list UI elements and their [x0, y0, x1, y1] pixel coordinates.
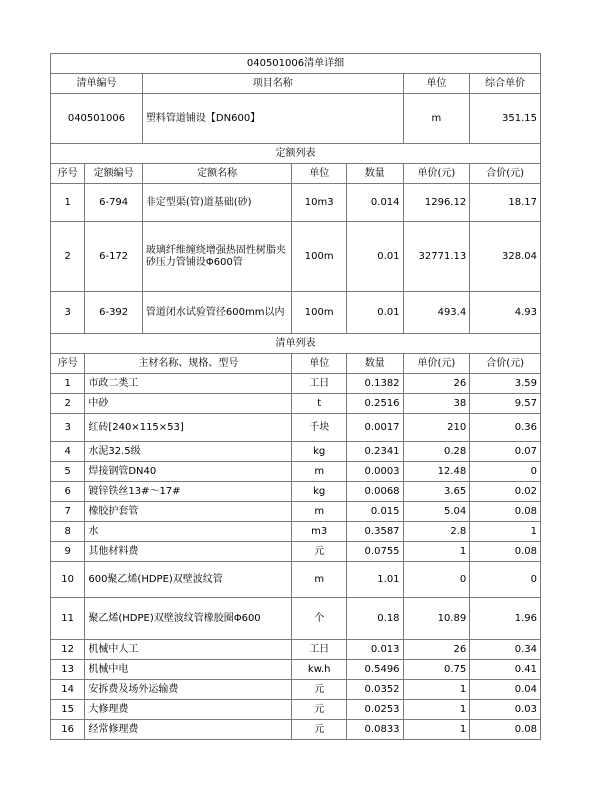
quota-total: 328.04	[470, 222, 541, 292]
quota-name: 非定型渠(管)道基础(砂)	[142, 184, 292, 222]
material-unit: kg	[292, 482, 347, 502]
material-name: 水泥32.5级	[85, 442, 292, 462]
quota-no: 2	[51, 222, 85, 292]
quota-price: 493.4	[403, 292, 470, 334]
material-no: 11	[51, 598, 85, 640]
quota-name: 管道闭水试验管径600mm以内	[142, 292, 292, 334]
material-price: 0.75	[403, 660, 470, 680]
quota-col-name: 定额名称	[142, 164, 292, 184]
item-row	[51, 94, 541, 144]
material-name: 大修理费	[85, 700, 292, 720]
material-total: 0.07	[470, 442, 541, 462]
material-price: 12.48	[403, 462, 470, 482]
material-name: 市政二类工	[85, 374, 292, 394]
material-total: 0.41	[470, 660, 541, 680]
quota-no: 3	[51, 292, 85, 334]
material-qty: 1.01	[346, 562, 403, 598]
material-name: 中砂	[85, 394, 292, 414]
quota-col-code: 定额编号	[85, 164, 143, 184]
quota-code: 6-172	[85, 222, 143, 292]
material-unit: m	[292, 462, 347, 482]
material-row	[51, 542, 541, 562]
material-no: 3	[51, 414, 85, 442]
material-price: 210	[403, 414, 470, 442]
material-qty: 0.2516	[346, 394, 403, 414]
material-name: 镀锌铁丝13#～17#	[85, 482, 292, 502]
header-name: 项目名称	[142, 74, 403, 94]
material-total: 0.08	[470, 720, 541, 740]
material-row	[51, 414, 541, 442]
material-qty: 0.18	[346, 598, 403, 640]
quota-total: 4.93	[470, 292, 541, 334]
material-total: 3.59	[470, 374, 541, 394]
quota-col-qty: 数量	[346, 164, 403, 184]
material-qty: 0.0068	[346, 482, 403, 502]
material-total: 0.02	[470, 482, 541, 502]
quota-section-title: 定额列表	[51, 144, 541, 164]
quota-qty: 0.014	[346, 184, 403, 222]
material-row	[51, 640, 541, 660]
material-row	[51, 562, 541, 598]
material-no: 15	[51, 700, 85, 720]
material-qty: 0.013	[346, 640, 403, 660]
material-name: 聚乙烯(HDPE)双壁波纹管橡胶圈Φ600	[85, 598, 292, 640]
quota-qty: 0.01	[346, 222, 403, 292]
material-total: 0.04	[470, 680, 541, 700]
material-row	[51, 680, 541, 700]
material-section-title-row	[51, 334, 541, 354]
material-row	[51, 660, 541, 680]
quota-code: 6-794	[85, 184, 143, 222]
material-unit: 工日	[292, 374, 347, 394]
quota-no: 1	[51, 184, 85, 222]
quota-total: 18.17	[470, 184, 541, 222]
material-unit: m3	[292, 522, 347, 542]
material-no: 13	[51, 660, 85, 680]
material-unit: 元	[292, 680, 347, 700]
material-qty: 0.0017	[346, 414, 403, 442]
material-col-no: 序号	[51, 354, 85, 374]
material-name: 红砖[240×115×53]	[85, 414, 292, 442]
quota-row	[51, 184, 541, 222]
material-total: 0	[470, 562, 541, 598]
material-no: 9	[51, 542, 85, 562]
material-qty: 0.0003	[346, 462, 403, 482]
quota-header-row	[51, 164, 541, 184]
material-name: 焊接钢管DN40	[85, 462, 292, 482]
quota-row	[51, 292, 541, 334]
material-qty: 0.2341	[346, 442, 403, 462]
material-unit: t	[292, 394, 347, 414]
material-total: 0.08	[470, 542, 541, 562]
quota-qty: 0.01	[346, 292, 403, 334]
material-qty: 0.0755	[346, 542, 403, 562]
material-name: 经常修理费	[85, 720, 292, 740]
material-qty: 0.015	[346, 502, 403, 522]
quota-unit: 10m3	[292, 184, 347, 222]
material-col-unit: 单位	[292, 354, 347, 374]
material-unit: 工日	[292, 640, 347, 660]
material-unit: 千块	[292, 414, 347, 442]
material-price: 0	[403, 562, 470, 598]
material-no: 1	[51, 374, 85, 394]
material-row	[51, 502, 541, 522]
quota-price: 32771.13	[403, 222, 470, 292]
header-code: 清单编号	[51, 74, 143, 94]
material-unit: kg	[292, 442, 347, 462]
material-name: 600聚乙烯(HDPE)双壁波纹管	[85, 562, 292, 598]
header-row	[51, 74, 541, 94]
material-total: 9.57	[470, 394, 541, 414]
material-price: 2.8	[403, 522, 470, 542]
material-no: 10	[51, 562, 85, 598]
material-no: 5	[51, 462, 85, 482]
material-total: 0.36	[470, 414, 541, 442]
item-unit: m	[403, 94, 470, 144]
material-row	[51, 374, 541, 394]
material-unit: 元	[292, 720, 347, 740]
material-unit: m	[292, 502, 347, 522]
material-qty: 0.0253	[346, 700, 403, 720]
quota-row	[51, 222, 541, 292]
material-no: 7	[51, 502, 85, 522]
material-total: 1	[470, 522, 541, 542]
bill-detail-table	[50, 53, 541, 740]
material-qty: 0.1382	[346, 374, 403, 394]
material-section-title: 清单列表	[51, 334, 541, 354]
material-name: 橡胶护套管	[85, 502, 292, 522]
material-name: 机械中电	[85, 660, 292, 680]
header-price: 综合单价	[470, 74, 541, 94]
quota-col-unit: 单位	[292, 164, 347, 184]
material-price: 38	[403, 394, 470, 414]
material-no: 4	[51, 442, 85, 462]
material-no: 2	[51, 394, 85, 414]
material-total: 0.08	[470, 502, 541, 522]
material-unit: m	[292, 562, 347, 598]
material-name: 其他材料费	[85, 542, 292, 562]
material-header-row	[51, 354, 541, 374]
material-name: 水	[85, 522, 292, 542]
material-qty: 0.0833	[346, 720, 403, 740]
title-row	[51, 54, 541, 74]
material-unit: 元	[292, 542, 347, 562]
material-price: 26	[403, 374, 470, 394]
quota-code: 6-392	[85, 292, 143, 334]
material-unit: 元	[292, 700, 347, 720]
material-no: 8	[51, 522, 85, 542]
material-price: 1	[403, 680, 470, 700]
quota-unit: 100m	[292, 222, 347, 292]
material-row	[51, 598, 541, 640]
material-qty: 0.5496	[346, 660, 403, 680]
material-total: 1.96	[470, 598, 541, 640]
material-row	[51, 522, 541, 542]
material-col-name: 主材名称、规格、型号	[85, 354, 292, 374]
material-row	[51, 720, 541, 740]
quota-name: 玻璃纤维缠绕增强热固性树脂夹砂压力管铺设Φ600管	[142, 222, 292, 292]
material-price: 5.04	[403, 502, 470, 522]
material-price: 26	[403, 640, 470, 660]
material-col-price: 单价(元)	[403, 354, 470, 374]
material-row	[51, 462, 541, 482]
material-unit: kw.h	[292, 660, 347, 680]
material-total: 0	[470, 462, 541, 482]
material-no: 14	[51, 680, 85, 700]
material-unit: 个	[292, 598, 347, 640]
material-no: 16	[51, 720, 85, 740]
header-unit: 单位	[403, 74, 470, 94]
material-name: 安拆费及场外运输费	[85, 680, 292, 700]
material-row	[51, 700, 541, 720]
material-price: 0.28	[403, 442, 470, 462]
material-col-total: 合价(元)	[470, 354, 541, 374]
material-row	[51, 394, 541, 414]
material-qty: 0.3587	[346, 522, 403, 542]
material-total: 0.03	[470, 700, 541, 720]
item-price: 351.15	[470, 94, 541, 144]
quota-unit: 100m	[292, 292, 347, 334]
material-price: 1	[403, 542, 470, 562]
material-price: 1	[403, 700, 470, 720]
material-no: 6	[51, 482, 85, 502]
material-price: 1	[403, 720, 470, 740]
material-no: 12	[51, 640, 85, 660]
quota-col-total: 合价(元)	[470, 164, 541, 184]
material-total: 0.34	[470, 640, 541, 660]
page-title: 040501006清单详细	[51, 54, 541, 74]
material-price: 10.89	[403, 598, 470, 640]
quota-section-title-row	[51, 144, 541, 164]
material-row	[51, 442, 541, 462]
quota-col-no: 序号	[51, 164, 85, 184]
material-price: 3.65	[403, 482, 470, 502]
material-row	[51, 482, 541, 502]
material-name: 机械中人工	[85, 640, 292, 660]
quota-price: 1296.12	[403, 184, 470, 222]
material-col-qty: 数量	[346, 354, 403, 374]
item-name: 塑料管道铺设【DN600】	[142, 94, 403, 144]
item-code: 040501006	[51, 94, 143, 144]
quota-col-price: 单价(元)	[403, 164, 470, 184]
material-qty: 0.0352	[346, 680, 403, 700]
